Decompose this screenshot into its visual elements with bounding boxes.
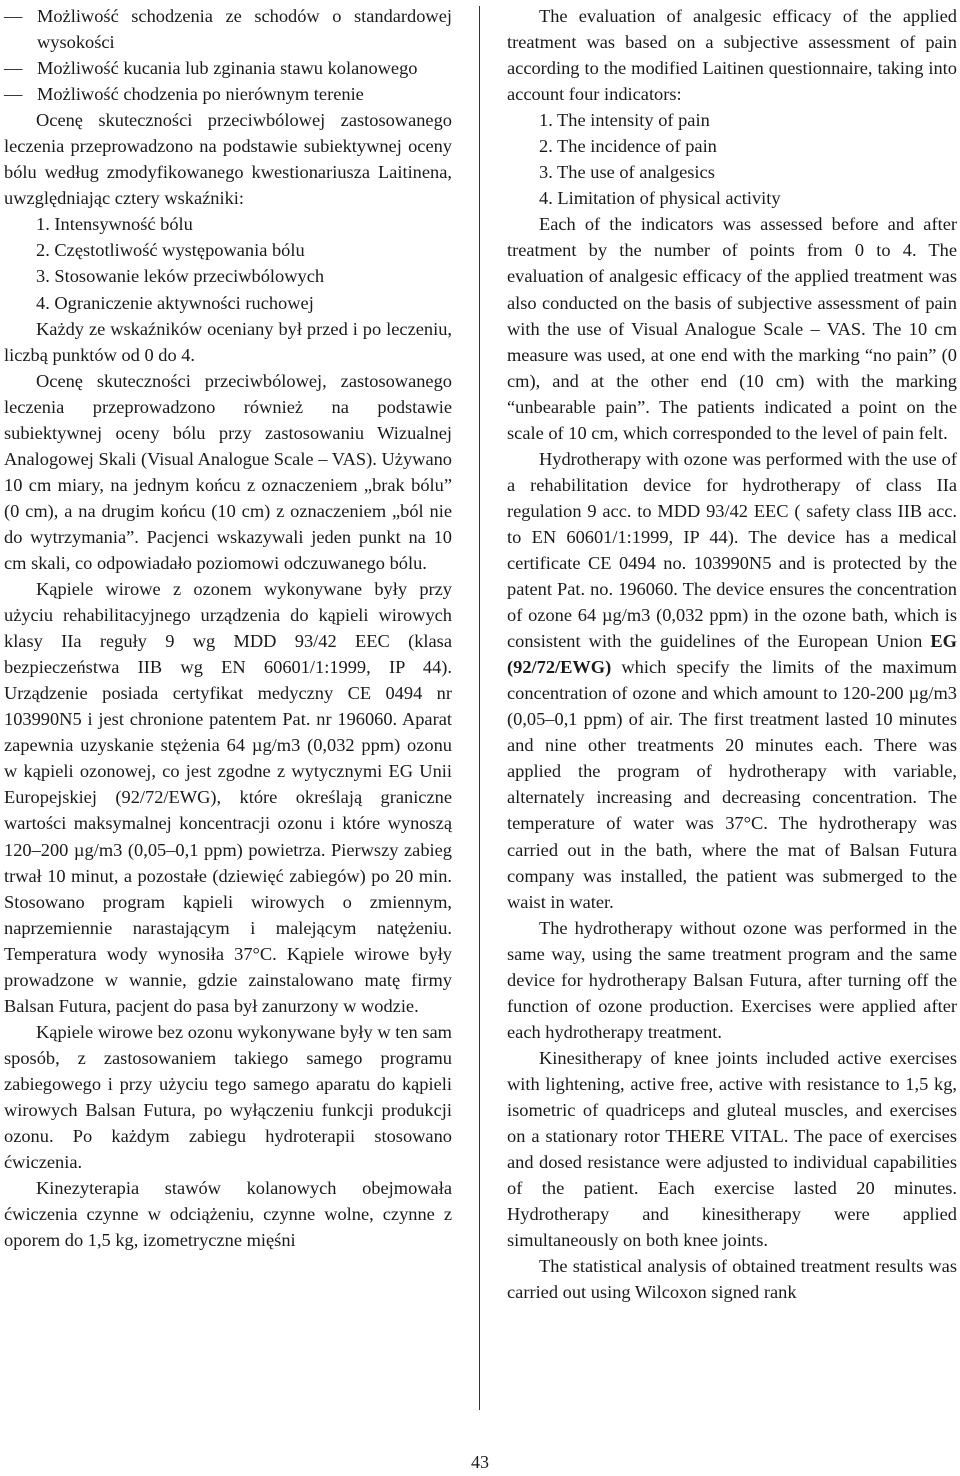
indicator-item: 1. The intensity of pain xyxy=(539,110,710,131)
dash-list-item: — Możliwość chodzenia po nierównym terenie xyxy=(4,81,452,107)
dash-list-item: — Możliwość schodzenia ze schodów o standardowej wysokości xyxy=(4,3,452,55)
english-column xyxy=(507,3,957,1305)
indicator-item: 1. Intensywność bólu xyxy=(36,214,193,235)
paragraph: Each of the indicators was assessed before and after treatment by the number of points from 0 to 4. The evaluation of analgesic efficacy of the applied treatment was also conducted on the basis of subjective assessment of pain with the use of Visual Analogue Scale – VAS. The 10 cm measure was used, at one end with the marking “no pain” (0 cm), and at the other end (10 cm) with the marking “unbearable pain”. The patients indicated a point on the scale of 10 cm, which corresponded to the level of pain felt. xyxy=(507,214,957,443)
paragraph: The evaluation of analgesic efficacy of the applied treatment was based on a subjective assessment of pain according to the modified Laitinen questionnaire, taking into account four indicators: xyxy=(507,6,957,105)
bold-regulation: EG (92/72/EWG) xyxy=(507,631,957,678)
paragraph: The statistical analysis of obtained treatment results was carried out using Wilcoxon signed rank xyxy=(507,1256,957,1303)
indicator-item: 3. The use of analgesics xyxy=(539,162,715,183)
paragraph: Kinezyterapia stawów kolanowych obejmowała ćwiczenia czynne w odciążeniu, czynne wolne, czynne z oporem do 1,5 kg, izometryczne mięśni xyxy=(4,1178,452,1251)
polish-column xyxy=(4,3,452,1253)
indicator-item: 3. Stosowanie leków przeciwbólowych xyxy=(36,266,325,287)
indicator-item: 2. The incidence of pain xyxy=(539,136,717,157)
paragraph xyxy=(507,446,957,915)
paragraph: Kąpiele wirowe z ozonem wykonywane były przy użyciu rehabilitacyjnego urządzenia do kąpieli wirowych klasy IIa reguły 9 wg MDD 93/42 EEC (klasa bezpieczeństwa IIB wg EN 60601/1:1999, IP 44). Urządzenie posiada certyfikat medyczny CE 0494 nr 103990N5 i jest chronione patentem Pat. nr 196060. Aparat zapewnia uzyskanie stężenia 64 µg/m3 (0,032 ppm) ozonu w kąpieli ozonowej, co jest zgodne z wytycznymi EG Unii Europejskiej (92/72/EWG), które określają graniczne wartości maksymalnej koncentracji ozonu i które wynoszą 120–200 µg/m3 (0,05–0,1 ppm) powietrza. Pierwszy zabieg trwał 10 minut, a pozostałe (dziewięć zabiegów) po 20 min. Stosowano program kąpieli wirowych o zmiennym, naprzemiennie narastającym i malejącym natężeniu. Temperatura wody wynosiła 37°C. Kąpiele wirowe były prowadzone w wannie, gdzie zainstalowano matę firmy Balsan Futura, pacjent do pasa był zanurzony w wodzie. xyxy=(4,579,452,1016)
paragraph: Kinesitherapy of knee joints included active exercises with lightening, active free, active with resistance to 1,5 kg, isometric of quadriceps and gluteal muscles, and exercises on a stationary rotor THERE VITAL. The pace of exercises and dosed resistance were adjusted to individual capabilities of the patient. Each exercise lasted 20 minutes. Hydrotherapy and kinesitherapy were applied simultaneously on both knee joints. xyxy=(507,1047,957,1251)
dash-list-item: — Możliwość kucania lub zginania stawu kolanowego xyxy=(4,55,452,81)
paragraph-text: Hydrotherapy with ozone was performed with the use of a rehabilitation device for hydrotherapy of class IIa regulation 9 acc. to MDD 93/42 EEC ( safety class IIB acc. to EN 60601/1:1999, IP 44). The device has a medical certificate CE 0494 no. 103990N5 and is protected by the patent Pat. no. 196060. The device ensures the concentration of ozone 64 µg/m3 (0,032 ppm) in the ozone bath, which is consistent with the guidelines of the European Union xyxy=(507,448,957,652)
paragraph: Kąpiele wirowe bez ozonu wykonywane były w ten sam sposób, z zastosowaniem takiego samego programu zabiegowego i przy użyciu tego samego aparatu do kąpieli wirowych Balsan Futura, po wyłączeniu funkcji produkcji ozonu. Po każdym zabiegu hydroterapii stosowano ćwiczenia. xyxy=(4,1021,452,1173)
indicator-item: 2. Częstotliwość występowania bólu xyxy=(36,240,305,261)
page-number: 43 xyxy=(471,1452,489,1472)
paragraph: Każdy ze wskaźników oceniany był przed i po leczeniu, liczbą punktów od 0 do 4. xyxy=(4,318,452,365)
paragraph: Ocenę skuteczności przeciwbólowej zastosowanego leczenia przeprowadzono na podstawie subiektywnej oceny bólu według zmodyfikowanego kwestionariusza Laitinena, uwzględniając cztery wskaźniki: xyxy=(4,110,452,209)
paragraph: Ocenę skuteczności przeciwbólowej, zastosowanego leczenia przeprowadzono również na podstawie subiektywnej oceny bólu przy zastosowaniu Wizualnej Analogowej Skali (Visual Analogue Scale – VAS). Używano 10 cm miary, na jednym końcu z oznaczeniem „brak bólu” (0 cm), a na drugim końcu (10 cm) z oznaczeniem „ból nie do wytrzymania”. Pacjenci wskazywali jeden punkt na 10 cm skali, co odpowiadało poziomowi odczuwanego bólu. xyxy=(4,370,452,573)
dash-item-text: Możliwość chodzenia po nierównym terenie xyxy=(37,84,364,105)
indicator-item: 4. Limitation of physical activity xyxy=(539,188,781,209)
paragraph-text: which specify the limits of the maximum concentration of ozone and which amount to 120-200 µg/m3 (0,05–0,1 ppm) of air. The first treatment lasted 10 minutes and nine other treatments 20 minutes each. There was applied the program of hydrotherapy with variable, alternately increasing and decreasing concentration. The temperature of water was 37°C. The hydrotherapy was carried out in the bath, where the mat of Balsan Futura company was installed, the patient was submerged to the waist in water. xyxy=(507,657,957,912)
dash-item-text: Możliwość schodzenia ze schodów o standardowej wysokości xyxy=(37,6,452,53)
paragraph: The hydrotherapy without ozone was performed in the same way, using the same treatment program and the same device for hydrotherapy Balsan Futura, after turning off the function of ozone production. Exercises were applied after each hydrotherapy treatment. xyxy=(507,917,957,1042)
column-divider xyxy=(479,6,480,1410)
dash-item-text: Możliwość kucania lub zginania stawu kolanowego xyxy=(37,58,418,79)
indicator-item: 4. Ograniczenie aktywności ruchowej xyxy=(36,292,314,313)
